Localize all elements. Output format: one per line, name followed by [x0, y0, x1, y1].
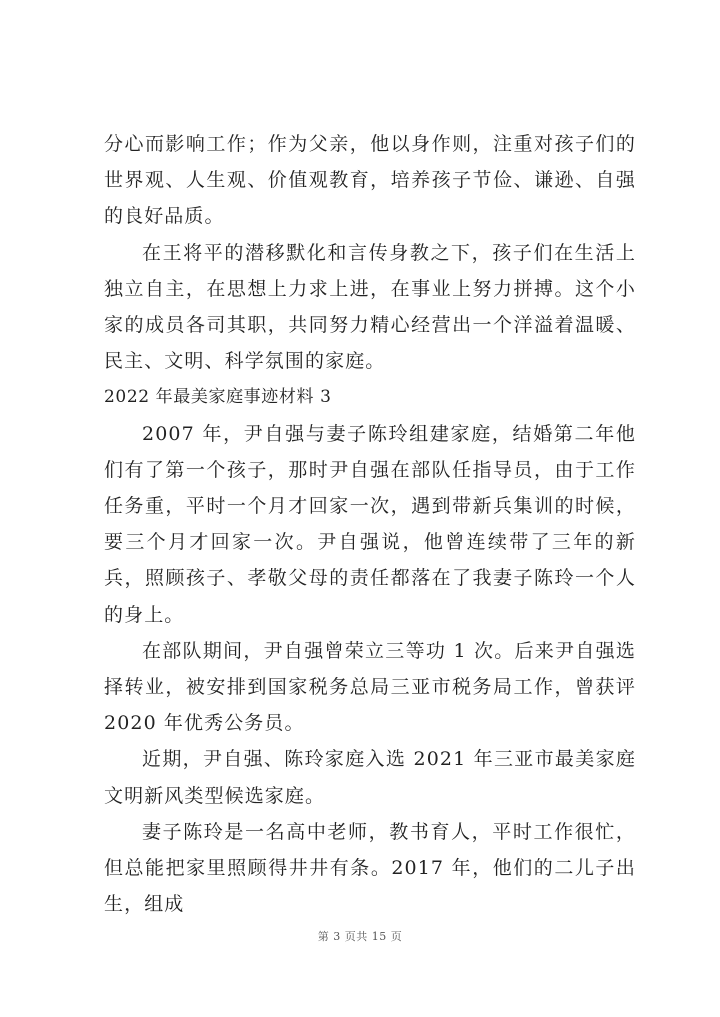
paragraph-family-influence: 在王将平的潜移默化和言传身教之下，孩子们在生活上独立自主，在思想上力求上进，在事业上努力拼搏。这个小家的成员各司其职，共同努力精心经营出一个洋溢着温暖、民主、文明、科学氛围的家庭。	[104, 241, 636, 373]
section-heading: 2022 年最美家庭事迹材料 3	[104, 387, 332, 408]
paragraph-continuation: 分心而影响工作；作为父亲，他以身作则，注重对孩子们的世界观、人生观、价值观教育，培养孩子节俭、谦逊、自强的良好品质。	[104, 133, 636, 228]
page-number-footer: 第 3 页共 15 页	[317, 930, 403, 943]
body-text	[104, 126, 636, 922]
paragraph-family-founding: 2007 年，尹自强与妻子陈玲组建家庭，结婚第二年他们有了第一个孩子，那时尹自强在部队任指导员，由于工作任务重，平时一个月才回家一次，遇到带新兵集训的时候，要三个月才回家一次。尹自强说，他曾连续带了三年的新兵，照顾孩子、孝敬父母的责任都落在了我妻子陈玲一个人的身上。	[104, 422, 636, 626]
paragraph-military-service: 在部队期间，尹自强曾荣立三等功 1 次。后来尹自强选择转业，被安排到国家税务总局三亚市税务局工作，曾获评 2020 年优秀公务员。	[104, 639, 636, 735]
paragraph-wife-teacher: 妻子陈玲是一名高中老师，教书育人，平时工作很忙，但总能把家里照顾得井井有条。2017 年，他们的二儿子出生，组成	[104, 820, 636, 916]
paragraph-selection: 近期，尹自强、陈玲家庭入选 2021 年三亚市最美家庭文明新风类型候选家庭。	[104, 748, 636, 807]
